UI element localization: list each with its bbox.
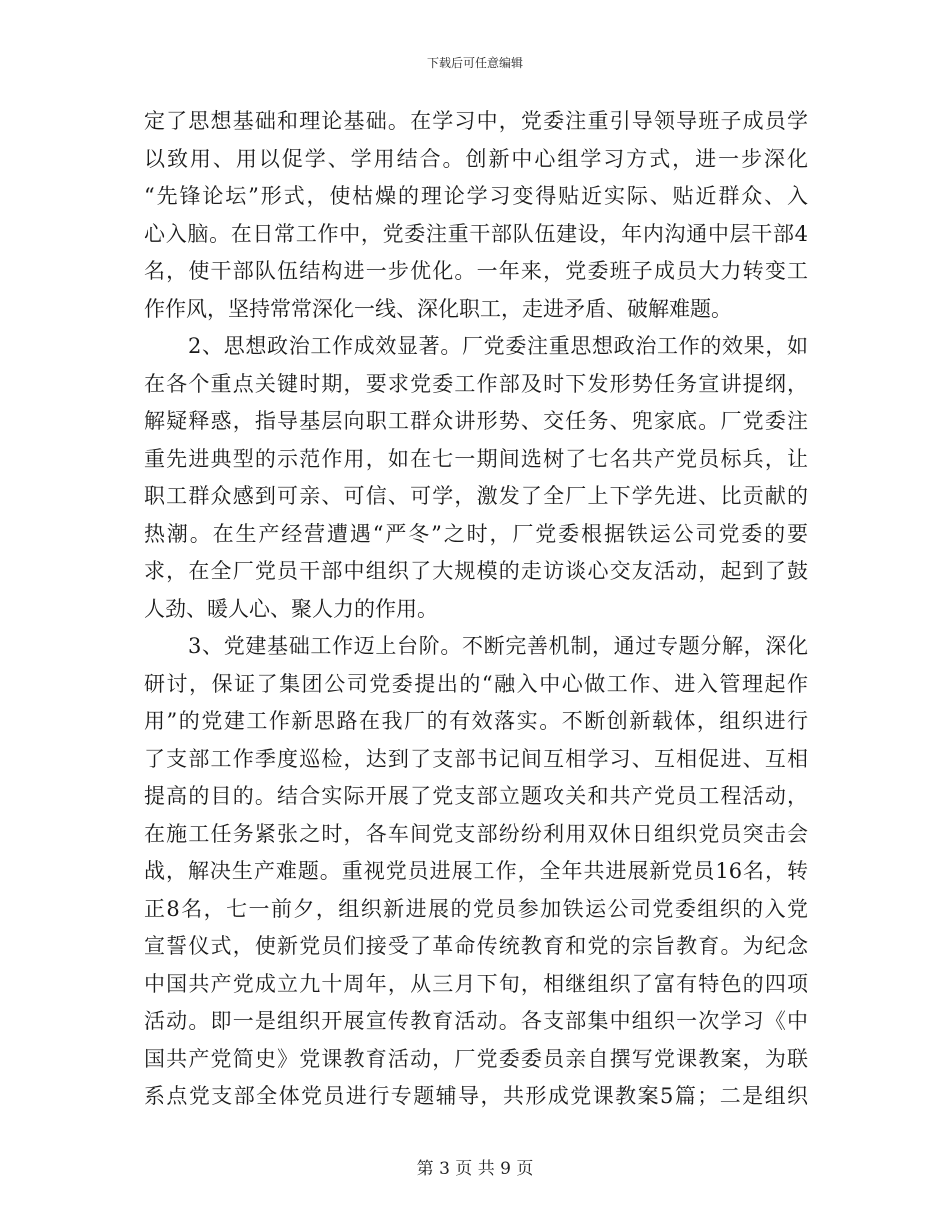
- text-line: 名，使干部队伍结构进一步优化。一年来，党委班子成员大力转变工: [144, 259, 808, 283]
- text-line: 解疑释惑，指导基层向职工群众讲形势、交任务、兜家底。厂党委注: [144, 409, 808, 433]
- page-number: 第 3 页 共 9 页: [416, 1159, 534, 1179]
- text-line: 职工群众感到可亲、可信、可学，激发了全厂上下学先进、比贡献的: [144, 484, 808, 508]
- text-line: 重先进典型的示范作用，如在七一期间选树了七名共产党员标兵，让: [144, 446, 808, 471]
- text-line: 定了思想基础和理论基础。在学习中，党委注重引导领导班子成员学: [144, 109, 808, 133]
- text-line: 中国共产党成立九十周年，从三月下旬，相继组织了富有特色的四项: [144, 971, 808, 996]
- text-line: 国共产党简史》党课教育活动，厂党委委员亲自撰写党课教案，为联: [144, 1046, 808, 1071]
- text-line: 战，解决生产难题。重视党员进展工作，全年共进展新党员16名，转: [144, 859, 808, 883]
- text-line: 正8名，七一前夕，组织新进展的党员参加铁运公司党委组织的入党: [144, 896, 808, 921]
- text-line: 求，在全厂党员干部中组织了大规模的走访谈心交友活动，起到了鼓: [144, 559, 808, 583]
- text-line: 2、思想政治工作成效显著。厂党委注重思想政治工作的效果，如: [188, 334, 808, 358]
- text-line: 在施工任务紧张之时，各车间党支部纷纷利用双休日组织党员突击会: [144, 821, 808, 846]
- text-line: 以致用、用以促学、学用结合。创新中心组学习方式，进一步深化: [144, 146, 808, 171]
- text-line: 系点党支部全体党员进行专题辅导，共形成党课教案5篇；二是组织: [144, 1084, 808, 1108]
- text-line: 研讨，保证了集团公司党委提出的“融入中心做工作、进入管理起作: [144, 671, 808, 696]
- text-line: 了支部工作季度巡检，达到了支部书记间互相学习、互相促进、互相: [144, 746, 808, 771]
- text-line: 热潮。在生产经营遭遇“严冬”之时，厂党委根据铁运公司党委的要: [144, 521, 808, 546]
- text-line: “先锋论坛”形式，使枯燥的理论学习变得贴近实际、贴近群众、入: [144, 184, 808, 208]
- page-header: 下载后可任意编辑: [426, 56, 523, 70]
- text-line: 宣誓仪式，使新党员们接受了革命传统教育和党的宗旨教育。为纪念: [144, 934, 808, 958]
- text-line: 用”的党建工作新思路在我厂的有效落实。不断创新载体，组织进行: [144, 709, 808, 733]
- text-line: 活动。即一是组织开展宣传教育活动。各支部集中组织一次学习《中: [144, 1009, 808, 1033]
- text-line: 在各个重点关键时期，要求党委工作部及时下发形势任务宣讲提纲，: [144, 371, 808, 396]
- text-line: 提高的目的。结合实际开展了党支部立题攻关和共产党员工程活动，: [144, 784, 808, 808]
- text-line: 心入脑。在日常工作中，党委注重干部队伍建设，年内沟通中层干部4: [144, 221, 808, 246]
- text-line: 3、党建基础工作迈上台阶。不断完善机制，通过专题分解，深化: [188, 634, 808, 658]
- document-body: [144, 103, 808, 1116]
- text-line: 人劲、暖人心、聚人力的作用。: [144, 596, 438, 621]
- text-line: 作作风，坚持常常深化一线、深化职工，走进矛盾、破解难题。: [144, 296, 732, 321]
